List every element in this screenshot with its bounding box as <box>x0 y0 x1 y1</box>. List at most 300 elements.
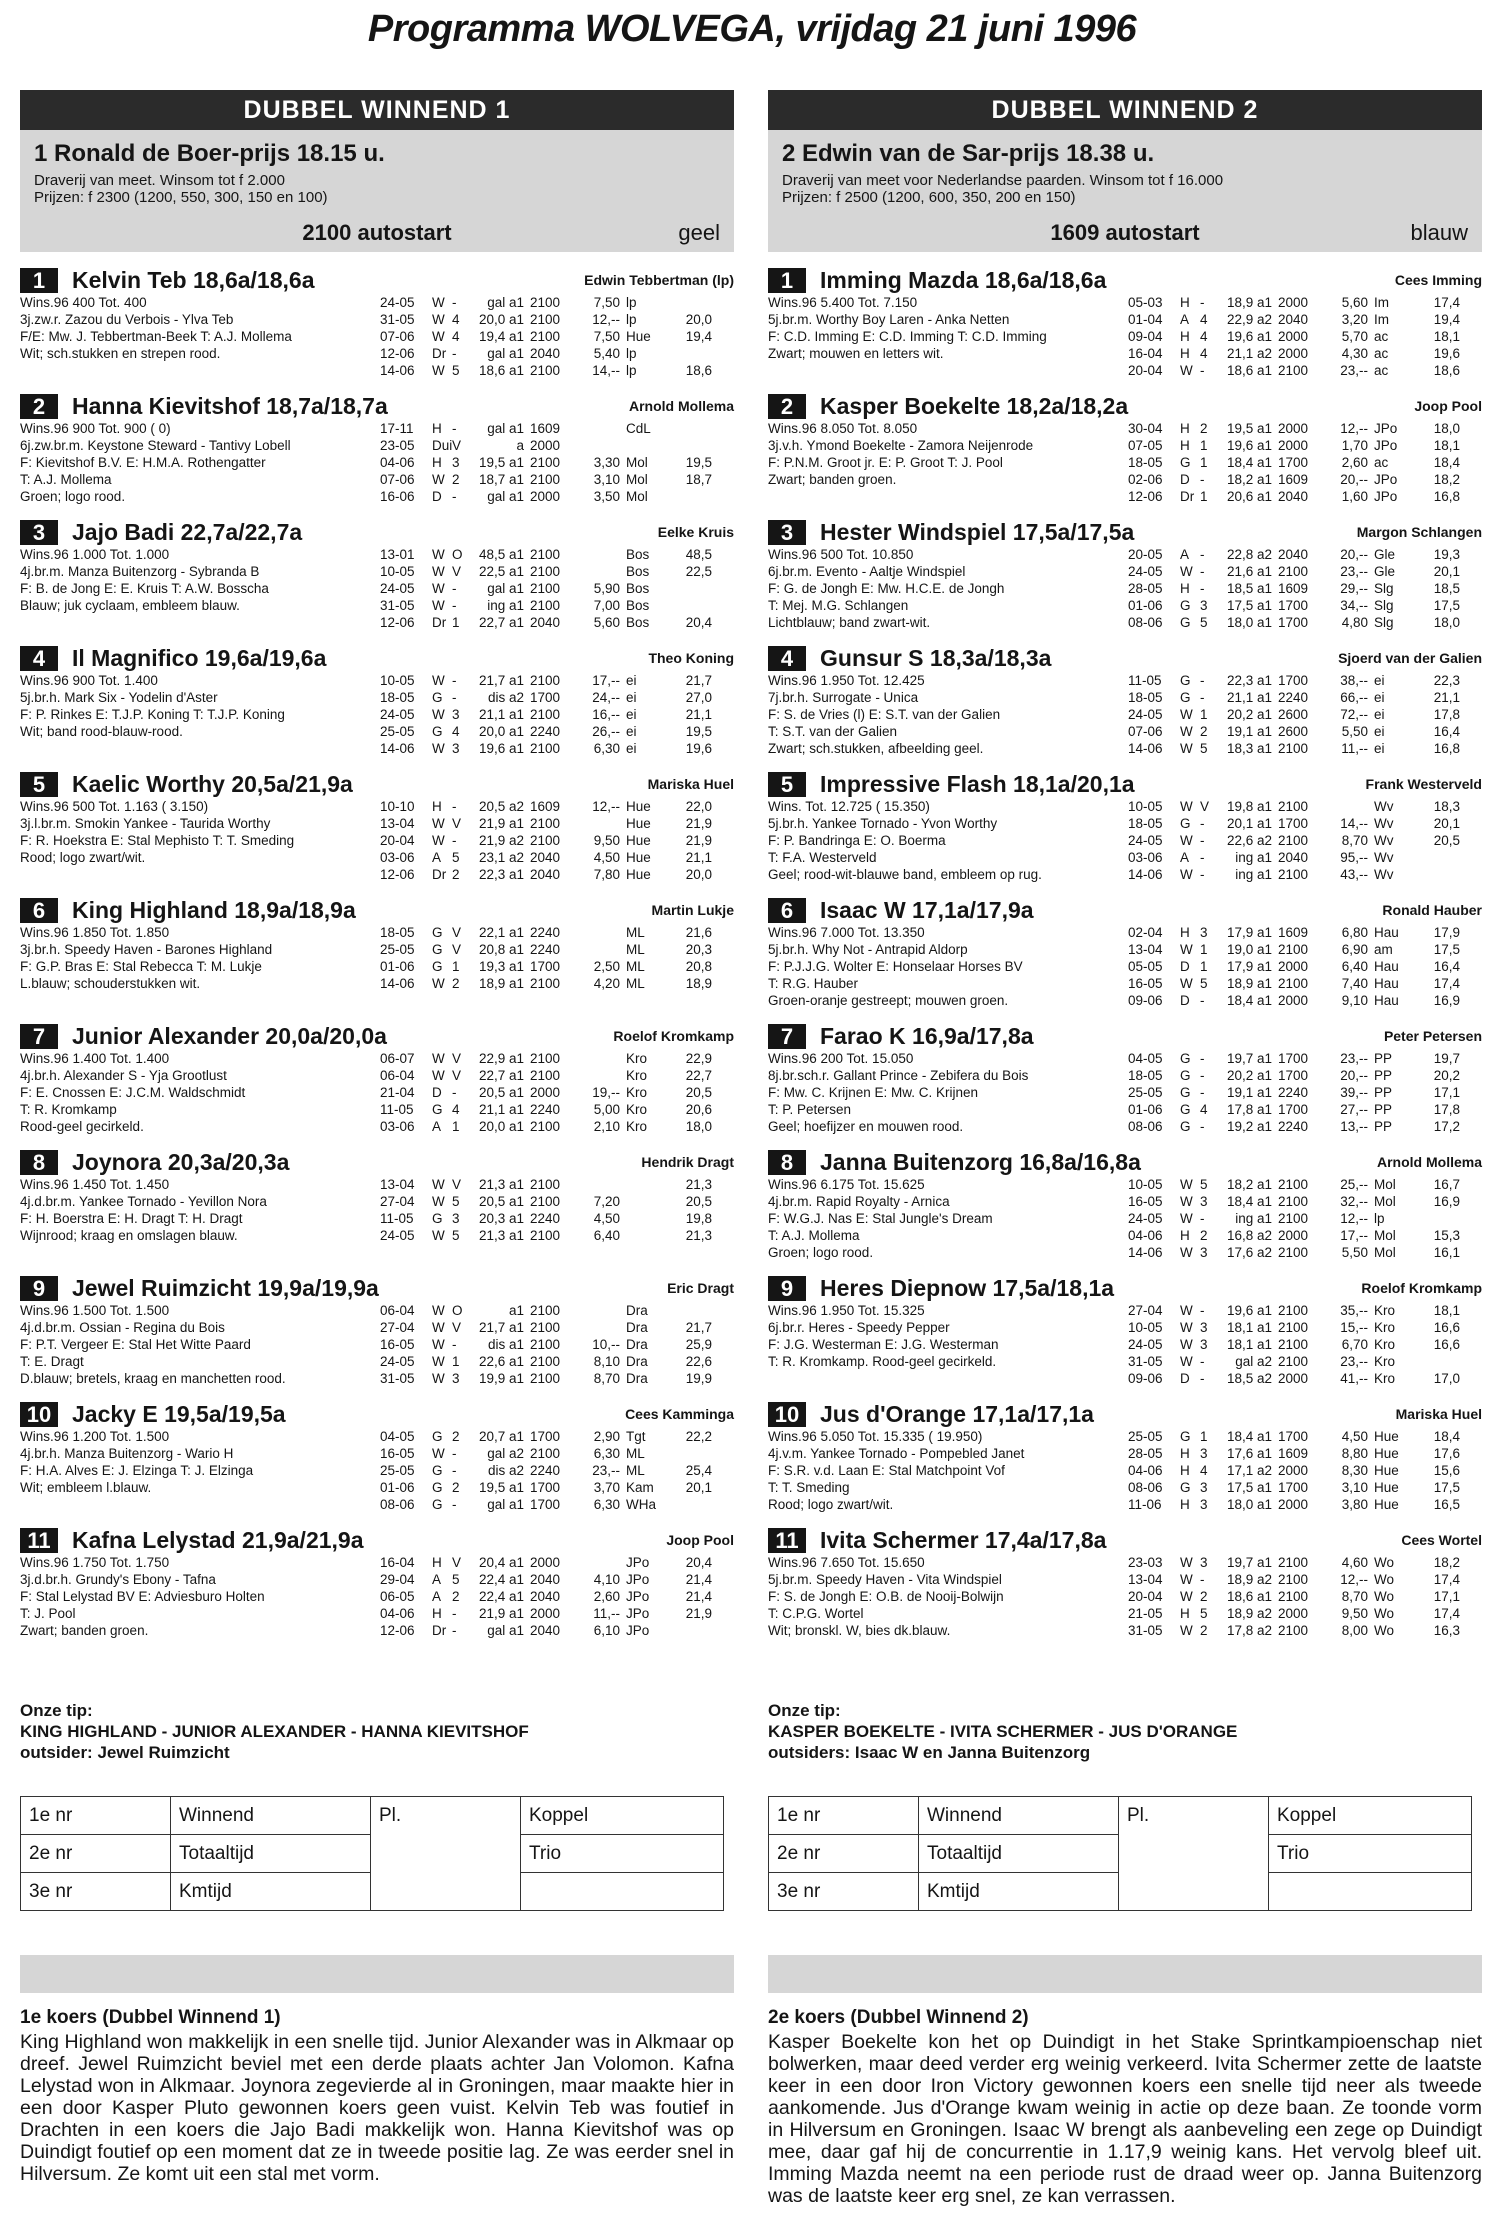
run-time: 21,9 a1 <box>478 816 524 831</box>
run-track: H <box>1180 438 1190 453</box>
run-time: 17,8 a1 <box>1226 1102 1272 1117</box>
horse-trainer: Cees Imming <box>1394 272 1482 288</box>
run-time: 20,2 a1 <box>1226 707 1272 722</box>
form-row <box>380 1193 734 1210</box>
horse-info-line: F: C.D. Imming E: C.D. Imming T: C.D. Imming <box>768 329 1047 344</box>
run-place: 3 <box>452 455 460 470</box>
horse-info-line: 4j.d.br.m. Ossian - Regina du Bois <box>20 1320 225 1335</box>
run-time: 22,3 a1 <box>478 867 524 882</box>
run-distance: 2040 <box>530 1572 561 1587</box>
run-time: gal a1 <box>487 346 524 361</box>
run-time: 19,9 a1 <box>478 1371 524 1386</box>
run-time: 18,2 a1 <box>1226 472 1272 487</box>
horse-info-line: F: B. de Jong E: E. Kruis T: A.W. Bosscha <box>20 581 269 596</box>
run-track: D <box>432 1085 442 1100</box>
run-track: W <box>432 472 445 487</box>
horse-body <box>768 420 1482 505</box>
run-track: H <box>432 1555 442 1570</box>
form-row <box>380 1554 734 1571</box>
run-reduced-time: 18,5 <box>1433 581 1460 596</box>
run-odds: 2,60 <box>1341 455 1368 470</box>
run-distance: 1700 <box>1278 1102 1309 1117</box>
horse-info-line: T: J. Pool <box>20 1606 76 1621</box>
run-distance: 2100 <box>530 547 561 562</box>
horse-header <box>768 392 1482 420</box>
horse-body <box>20 420 734 505</box>
run-date: 12-06 <box>1128 489 1163 504</box>
tip-outsider: outsiders: Isaac W en Janna Buitenzorg <box>768 1743 1091 1762</box>
horse-info-line: L.blauw; schouderstukken wit. <box>20 976 201 991</box>
run-distance: 2100 <box>530 707 561 722</box>
run-distance: 2240 <box>530 1211 561 1226</box>
run-odds: 5,70 <box>1341 329 1368 344</box>
horse-info-line: 3j.d.br.h. Grundy's Ebony - Tafna <box>20 1572 216 1587</box>
run-distance: 2000 <box>1278 1606 1309 1621</box>
form-row <box>380 975 734 992</box>
run-place: 1 <box>1200 942 1208 957</box>
horse-info-line: Wit; sch.stukken en strepen rood. <box>20 346 221 361</box>
run-reduced-time: 20,0 <box>685 312 712 327</box>
run-odds: 14,-- <box>592 363 620 378</box>
run-date: 20-04 <box>380 833 415 848</box>
race-title: 2 Edwin van de Sar-prijs 18.38 u. <box>782 140 1155 167</box>
run-reduced-time: 16,4 <box>1433 724 1460 739</box>
run-reduced-time: 17,5 <box>1433 942 1460 957</box>
run-distance: 2100 <box>530 1194 561 1209</box>
run-track: D <box>1180 1371 1190 1386</box>
run-time: 18,7 a1 <box>478 472 524 487</box>
horse-info-line: Wijnrood; kraag en omslagen blauw. <box>20 1228 238 1243</box>
run-distance: 2040 <box>530 850 561 865</box>
horse-entry <box>768 896 1482 1022</box>
run-time: 18,4 a1 <box>1226 455 1272 470</box>
run-driver: JPo <box>1374 489 1398 504</box>
run-odds <box>578 546 626 563</box>
horse-name: Impressive Flash 18,1a/20,1a <box>820 770 1135 797</box>
run-track: G <box>432 959 443 974</box>
run-driver: lp <box>626 312 637 327</box>
run-place: - <box>1200 1119 1205 1134</box>
run-reduced-time <box>666 1445 712 1462</box>
page-title: Programma WOLVEGA, vrijdag 21 juni 1996 <box>367 8 1137 50</box>
run-time: 18,3 a1 <box>1226 741 1272 756</box>
run-distance: 2040 <box>530 615 561 630</box>
result-winnend-label: Winnend <box>179 1804 254 1826</box>
horse-header <box>768 1400 1482 1428</box>
horse-form-table <box>1128 294 1482 379</box>
result-cell <box>1269 1873 1472 1911</box>
run-track: W <box>432 1337 445 1352</box>
horse-info-line: F: G. de Jongh E: Mw. H.C.E. de Jongh <box>768 581 1005 596</box>
horse-body <box>768 294 1482 379</box>
run-place: - <box>1200 673 1205 688</box>
result-row-label: 1e nr <box>777 1804 821 1826</box>
run-reduced-time: 18,0 <box>685 1119 712 1134</box>
run-odds: 10,-- <box>592 1337 620 1352</box>
horse-entry <box>20 266 734 392</box>
run-distance: 2100 <box>530 1371 561 1386</box>
run-driver: ML <box>626 942 645 957</box>
horse-info-line: Groen-oranje gestreept; mouwen groen. <box>768 993 1009 1008</box>
run-reduced-time: 17,5 <box>1433 598 1460 613</box>
form-row <box>1128 798 1482 815</box>
run-date: 07-06 <box>380 472 415 487</box>
run-reduced-time: 17,1 <box>1433 1085 1460 1100</box>
run-time: 18,9 a1 <box>478 976 524 991</box>
run-driver: Kro <box>1374 1303 1396 1318</box>
run-place: - <box>1200 1572 1205 1587</box>
run-driver: Hue <box>626 833 651 848</box>
run-driver: JPo <box>626 1555 650 1570</box>
run-date: 01-06 <box>380 959 415 974</box>
run-place: 3 <box>452 707 460 722</box>
run-odds: 2,50 <box>593 959 620 974</box>
horse-trainer: Mariska Huel <box>1395 1406 1482 1422</box>
run-distance: 2100 <box>530 1228 561 1243</box>
horse-info-line: F: W.G.J. Nas E: Stal Jungle's Dream <box>768 1211 993 1226</box>
run-date: 08-06 <box>1128 1119 1163 1134</box>
result-cell <box>521 1835 724 1873</box>
run-odds: 8,70 <box>593 1371 620 1386</box>
horse-info-line: F: H. Boerstra E: H. Dragt T: H. Dragt <box>20 1211 243 1226</box>
horse-info-line: D.blauw; bretels, kraag en manchetten rood. <box>20 1371 286 1386</box>
run-distance: 2100 <box>1278 741 1309 756</box>
horse-info-line: Wit; embleem l.blauw. <box>20 1480 152 1495</box>
run-time: 48,5 a1 <box>478 547 524 562</box>
run-time: 20,1 a1 <box>1226 816 1272 831</box>
horse-header <box>768 1274 1482 1302</box>
run-distance: 1700 <box>1278 455 1309 470</box>
run-date: 03-06 <box>380 850 415 865</box>
horse-info-line: 5j.br.h. Why Not - Antrapid Aldorp <box>768 942 968 957</box>
horse-body <box>20 1176 734 1244</box>
run-track: H <box>432 1606 442 1621</box>
run-driver: ML <box>626 959 645 974</box>
run-driver: Slg <box>1374 581 1394 596</box>
run-date: 24-05 <box>1128 1211 1163 1226</box>
run-date: 08-06 <box>1128 615 1163 630</box>
horse-number-badge: 10 <box>20 1402 58 1427</box>
result-table-row <box>769 1797 1472 1835</box>
run-reduced-time: 15,3 <box>1433 1228 1460 1243</box>
run-track: G <box>1180 615 1191 630</box>
horse-info-line: Zwart; sch.stukken, afbeelding geel. <box>768 741 984 756</box>
race-conditions <box>34 172 720 206</box>
form-row <box>1128 1176 1482 1193</box>
run-time: gal a1 <box>487 421 524 436</box>
run-driver <box>626 1176 666 1193</box>
run-distance: 2600 <box>1278 707 1309 722</box>
run-date: 07-05 <box>1128 438 1163 453</box>
run-date: 24-05 <box>1128 564 1163 579</box>
horse-body <box>768 924 1482 1009</box>
horse-info-line: F: P.T. Vergeer E: Stal Het Witte Paard <box>20 1337 251 1352</box>
run-track: H <box>1180 1446 1190 1461</box>
form-row <box>380 832 734 849</box>
run-reduced-time: 18,7 <box>685 472 712 487</box>
run-date: 24-05 <box>1128 1337 1163 1352</box>
run-driver: Wo <box>1374 1572 1395 1587</box>
run-reduced-time: 18,6 <box>685 363 712 378</box>
run-time: 17,1 a2 <box>1226 1463 1272 1478</box>
run-odds: 2,60 <box>593 1589 620 1604</box>
horse-info-line: 5j.br.m. Speedy Haven - Vita Windspiel <box>768 1572 1002 1587</box>
run-odds: 6,80 <box>1341 925 1368 940</box>
run-driver: Hau <box>1374 976 1399 991</box>
form-row <box>1128 1496 1482 1513</box>
run-reduced-time: 17,1 <box>1433 1589 1460 1604</box>
run-track: G <box>1180 690 1191 705</box>
run-odds: 35,-- <box>1340 1303 1368 1318</box>
run-track: W <box>1180 707 1193 722</box>
run-distance: 2100 <box>530 976 561 991</box>
run-reduced-time <box>1414 849 1460 866</box>
run-odds: 23,-- <box>1340 564 1368 579</box>
horse-header <box>20 1274 734 1302</box>
horse-header <box>20 518 734 546</box>
run-place: 2 <box>1200 724 1208 739</box>
run-reduced-time: 16,6 <box>1433 1320 1460 1335</box>
run-track: G <box>1180 816 1191 831</box>
run-place: - <box>1200 295 1205 310</box>
horse-info-line: T: R. Kromkamp <box>20 1102 117 1117</box>
horse-info-line: 5j.br.h. Mark Six - Yodelin d'Aster <box>20 690 218 705</box>
run-time: 20,7 a1 <box>478 1429 524 1444</box>
run-time: 22,5 a1 <box>478 564 524 579</box>
horse-trainer: Mariska Huel <box>647 776 734 792</box>
horse-info-line: T: A.J. Mollema <box>768 1228 860 1243</box>
run-distance: 2100 <box>530 1446 561 1461</box>
horse-info <box>768 1050 1128 1135</box>
race-header <box>20 130 734 252</box>
race-report-text: King Highland won makkelijk in een snelle tijd. Junior Alexander was in Alkmaar op dreef. Jewel Ruimzicht beviel met een derde plaats achter Jan Volomon. Kafna Lelystad won in Alkmaar. Joynora zegevierde al in Groningen, maar maakte hier in een door Kasper Pluto gewonnen koers geen vuist. Kelvin Teb was foutief in Drachten in een koers die Jajo Badi makkelijk won. Hanna Kievitshof was op Duindigt foutief op een moment dat ze in tweede positie lag. Ze was eerder snel in Hilversum. Ze komt uit een stal met vorm. <box>20 2031 734 2185</box>
result-totaaltijd-label: Totaaltijd <box>179 1842 254 1864</box>
form-row <box>380 1084 734 1101</box>
run-odds <box>1326 798 1374 815</box>
run-distance: 1700 <box>1278 1480 1309 1495</box>
run-distance: 2240 <box>530 1102 561 1117</box>
run-distance: 2100 <box>530 581 561 596</box>
horse-info <box>20 1428 380 1513</box>
run-reduced-time: 17,5 <box>1433 1480 1460 1495</box>
run-odds: 17,-- <box>1340 1228 1368 1243</box>
run-driver: ML <box>626 925 645 940</box>
run-track: G <box>1180 1102 1191 1117</box>
horse-info-line: 4j.d.br.m. Yankee Tornado - Yevillon Nora <box>20 1194 267 1209</box>
run-odds <box>578 563 626 580</box>
horse-info <box>20 420 380 505</box>
horse-body <box>20 1050 734 1135</box>
form-row <box>1128 1084 1482 1101</box>
run-distance: 1700 <box>530 1497 561 1512</box>
horse-info-line: Blauw; juk cyclaam, embleem blauw. <box>20 598 240 613</box>
run-odds: 43,-- <box>1340 867 1368 882</box>
horse-entry <box>768 1526 1482 1652</box>
tip-horses: KASPER BOEKELTE - IVITA SCHERMER - JUS D'ORANGE <box>768 1722 1238 1741</box>
run-place: 5 <box>452 1572 460 1587</box>
run-reduced-time: 16,4 <box>1433 959 1460 974</box>
run-odds: 3,20 <box>1341 312 1368 327</box>
run-driver: Dra <box>626 1303 648 1318</box>
run-date: 05-03 <box>1128 295 1163 310</box>
run-track: H <box>432 455 442 470</box>
run-driver: Slg <box>1374 598 1394 613</box>
run-odds: 12,-- <box>1340 421 1368 436</box>
run-time: gal a2 <box>487 1446 524 1461</box>
run-time: 20,8 a1 <box>478 942 524 957</box>
horse-header <box>20 770 734 798</box>
horse-info-line: 3j.l.br.m. Smokin Yankee - Taurida Worthy <box>20 816 271 831</box>
run-place: 5 <box>1200 615 1208 630</box>
run-odds: 12,-- <box>1340 1572 1368 1587</box>
horse-info-line: T: F.A. Westerveld <box>768 850 877 865</box>
form-row <box>1128 706 1482 723</box>
run-odds: 8,70 <box>1341 1589 1368 1604</box>
horse-name: Jacky E 19,5a/19,5a <box>72 1400 286 1427</box>
run-time: gal a1 <box>487 581 524 596</box>
run-reduced-time <box>666 437 712 454</box>
horse-info <box>768 924 1128 1009</box>
run-place: 2 <box>1200 421 1208 436</box>
run-reduced-time: 18,1 <box>1433 329 1460 344</box>
run-time: 22,6 a1 <box>478 1354 524 1369</box>
run-reduced-time: 19,7 <box>1433 1051 1460 1066</box>
run-odds: 39,-- <box>1340 1085 1368 1100</box>
run-distance: 2100 <box>530 1119 561 1134</box>
run-time: 21,3 a1 <box>478 1228 524 1243</box>
run-odds: 41,-- <box>1340 1371 1368 1386</box>
run-time: 18,4 a1 <box>1226 1429 1272 1444</box>
run-distance: 2000 <box>530 1555 561 1570</box>
run-time: 20,3 a1 <box>478 1211 524 1226</box>
run-time: 18,5 a1 <box>1226 581 1272 596</box>
run-reduced-time: 21,7 <box>685 1320 712 1335</box>
run-time: 18,0 a1 <box>1226 1497 1272 1512</box>
horse-info-line: 6j.zw.br.m. Keystone Steward - Tantivy Lobell <box>20 438 291 453</box>
run-date: 10-05 <box>1128 1320 1163 1335</box>
form-row <box>380 1622 734 1639</box>
run-driver: Mol <box>1374 1228 1396 1243</box>
run-distance: 1609 <box>530 421 561 436</box>
run-odds: 3,10 <box>1341 1480 1368 1495</box>
form-row <box>1128 1571 1482 1588</box>
horse-info-line: Lichtblauw; band zwart-wit. <box>768 615 931 630</box>
horse-entry <box>768 518 1482 644</box>
run-driver: Mol <box>626 455 648 470</box>
horse-header <box>768 1148 1482 1176</box>
horse-number-badge: 9 <box>768 1276 806 1301</box>
run-odds <box>578 941 626 958</box>
horse-name: Jewel Ruimzicht 19,9a/19,9a <box>72 1274 379 1301</box>
run-track: W <box>432 581 445 596</box>
form-row <box>1128 1479 1482 1496</box>
run-time: 20,5 a1 <box>478 1085 524 1100</box>
run-track: W <box>1180 1572 1193 1587</box>
horse-info-line: Wins.96 1.000 Tot. 1.000 <box>20 547 170 562</box>
run-place: - <box>452 673 457 688</box>
horse-body <box>768 798 1482 883</box>
horse-info-line: Wit; bronskl. W, bies dk.blauw. <box>768 1623 951 1638</box>
run-driver: Hue <box>626 816 651 831</box>
run-odds: 3,70 <box>593 1480 620 1495</box>
run-track: W <box>432 1303 445 1318</box>
horse-header <box>768 1526 1482 1554</box>
run-reduced-time: 15,6 <box>1433 1463 1460 1478</box>
form-row <box>380 597 734 614</box>
run-place: 4 <box>452 312 460 327</box>
horse-info <box>768 420 1128 505</box>
horse-number-badge: 6 <box>20 898 58 923</box>
form-row <box>1128 958 1482 975</box>
horse-info-line: F: E. Cnossen E: J.C.M. Waldschmidt <box>20 1085 246 1100</box>
run-odds: 3,30 <box>593 455 620 470</box>
run-reduced-time: 20,1 <box>1433 816 1460 831</box>
run-track: G <box>432 1211 443 1226</box>
run-place: O <box>452 547 463 562</box>
run-time: 22,6 a2 <box>1226 833 1272 848</box>
horse-body <box>768 546 1482 631</box>
form-row <box>380 1588 734 1605</box>
run-driver: PP <box>1374 1119 1393 1134</box>
run-date: 17-11 <box>380 421 414 436</box>
horse-info-line: Wins.96 500 Tot. 10.850 <box>768 547 914 562</box>
result-kmtijd-label: Kmtijd <box>927 1880 980 1902</box>
horse-info-line: Wins.96 5.400 Tot. 7.150 <box>768 295 918 310</box>
horse-info-line: Wins.96 7.650 Tot. 15.650 <box>768 1555 925 1570</box>
run-distance: 2100 <box>530 1303 561 1318</box>
result-table-row <box>21 1797 724 1835</box>
form-row <box>380 941 734 958</box>
run-odds: 11,-- <box>1341 741 1368 756</box>
run-odds: 8,10 <box>593 1354 620 1369</box>
horse-number-badge: 5 <box>20 772 58 797</box>
run-place: V <box>452 942 462 957</box>
horse-form-table <box>380 924 734 992</box>
run-driver: ac <box>1374 329 1389 344</box>
form-row <box>1128 975 1482 992</box>
run-track: W <box>1180 741 1193 756</box>
run-reduced-time: 22,6 <box>685 1354 712 1369</box>
horse-info-line: F: P.N.M. Groot jr. E: P. Groot T: J. Pool <box>768 455 1003 470</box>
run-track: W <box>432 1320 445 1335</box>
run-odds: 38,-- <box>1340 673 1368 688</box>
run-track: W <box>1180 1354 1193 1369</box>
run-odds: 23,-- <box>1340 1051 1368 1066</box>
form-row <box>380 924 734 941</box>
run-time: 19,5 a1 <box>1226 421 1272 436</box>
run-driver: JPo <box>626 1589 650 1604</box>
run-date: 16-05 <box>380 1337 415 1352</box>
horse-body <box>20 672 734 757</box>
run-track: G <box>432 690 443 705</box>
horse-info-line: F: Mw. C. Krijnen E: Mw. C. Krijnen <box>768 1085 979 1100</box>
run-track: W <box>432 833 445 848</box>
horse-name: Hanna Kievitshof 18,7a/18,7a <box>72 392 388 419</box>
run-date: 06-05 <box>380 1589 415 1604</box>
run-date: 01-06 <box>1128 1102 1163 1117</box>
result-cell <box>521 1873 724 1911</box>
horse-form-table <box>380 1428 734 1513</box>
run-time: 19,5 a1 <box>478 1480 524 1495</box>
form-row <box>1128 1622 1482 1639</box>
run-place: 2 <box>1200 1623 1208 1638</box>
run-place: - <box>452 1446 457 1461</box>
horse-info-line: Wins.96 900 Tot. 1.400 <box>20 673 158 688</box>
form-row <box>380 1336 734 1353</box>
run-odds <box>578 1554 626 1571</box>
run-reduced-time: 25,9 <box>685 1337 712 1352</box>
horse-info-line: T: E. Dragt <box>20 1354 84 1369</box>
